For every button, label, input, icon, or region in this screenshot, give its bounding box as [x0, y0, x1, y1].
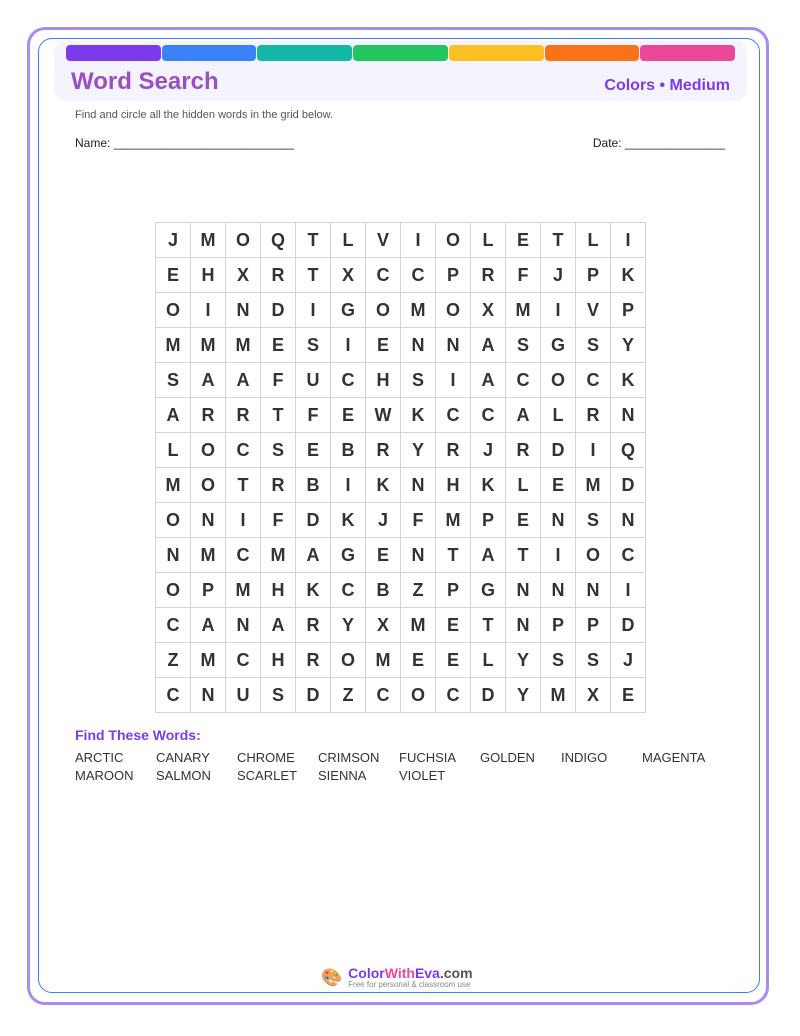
grid-cell[interactable]: H [261, 643, 296, 678]
word-list-item: VIOLET [399, 768, 446, 783]
grid-cell[interactable]: Q [611, 433, 646, 468]
grid-cell[interactable]: K [331, 503, 366, 538]
grid-cell[interactable]: F [261, 503, 296, 538]
grid-cell[interactable]: C [611, 538, 646, 573]
grid-cell[interactable]: E [156, 258, 191, 293]
grid-cell[interactable]: X [576, 678, 611, 713]
grid-cell[interactable]: C [366, 258, 401, 293]
grid-cell[interactable]: C [576, 363, 611, 398]
grid-cell[interactable]: H [436, 468, 471, 503]
grid-cell[interactable]: M [191, 328, 226, 363]
grid-cell[interactable]: P [576, 608, 611, 643]
grid-cell[interactable]: N [156, 538, 191, 573]
grid-cell[interactable]: U [296, 363, 331, 398]
grid-cell[interactable]: M [401, 293, 436, 328]
grid-cell[interactable]: L [576, 223, 611, 258]
grid-cell[interactable]: N [226, 293, 261, 328]
grid-cell[interactable]: J [471, 433, 506, 468]
grid-cell[interactable]: Y [506, 643, 541, 678]
grid-cell[interactable]: Y [331, 608, 366, 643]
grid-cell[interactable]: T [471, 608, 506, 643]
grid-cell[interactable]: O [156, 573, 191, 608]
grid-cell[interactable]: A [191, 608, 226, 643]
grid-cell[interactable]: A [471, 538, 506, 573]
grid-cell[interactable]: O [156, 293, 191, 328]
grid-cell[interactable]: K [401, 398, 436, 433]
grid-cell[interactable]: T [296, 223, 331, 258]
word-list-item: FUCHSIA [399, 750, 457, 765]
grid-cell[interactable]: I [296, 293, 331, 328]
grid-cell[interactable]: L [471, 643, 506, 678]
grid-cell[interactable]: M [226, 573, 261, 608]
grid-cell[interactable]: T [261, 398, 296, 433]
grid-cell[interactable]: M [156, 328, 191, 363]
grid-cell[interactable]: E [436, 608, 471, 643]
grid-cell[interactable]: D [471, 678, 506, 713]
grid-cell[interactable]: G [331, 538, 366, 573]
grid-cell[interactable]: O [191, 433, 226, 468]
grid-cell[interactable]: E [401, 643, 436, 678]
grid-cell[interactable]: A [506, 398, 541, 433]
grid-cell[interactable]: L [331, 223, 366, 258]
grid-cell[interactable]: T [436, 538, 471, 573]
grid-cell[interactable]: R [576, 398, 611, 433]
grid-cell[interactable]: V [576, 293, 611, 328]
grid-cell[interactable]: K [471, 468, 506, 503]
grid-cell[interactable]: A [296, 538, 331, 573]
grid-cell[interactable]: K [366, 468, 401, 503]
grid-cell[interactable]: M [261, 538, 296, 573]
grid-cell[interactable]: Y [611, 328, 646, 363]
word-list-item: MAGENTA [642, 750, 706, 765]
grid-cell[interactable]: L [506, 468, 541, 503]
grid-cell[interactable]: T [541, 223, 576, 258]
grid-cell[interactable]: O [366, 293, 401, 328]
grid-cell[interactable]: B [296, 468, 331, 503]
grid-cell[interactable]: H [366, 363, 401, 398]
grid-cell[interactable]: X [226, 258, 261, 293]
color-stripe [162, 45, 257, 61]
grid-cell[interactable]: J [611, 643, 646, 678]
grid-cell[interactable]: D [296, 503, 331, 538]
grid-cell[interactable]: N [506, 608, 541, 643]
grid-cell[interactable]: I [541, 538, 576, 573]
instructions: Find and circle all the hidden words in the grid below. [75, 109, 334, 121]
grid-cell[interactable]: N [191, 678, 226, 713]
color-stripe [545, 45, 640, 61]
grid-cell[interactable]: R [471, 258, 506, 293]
grid-cell[interactable]: L [156, 433, 191, 468]
grid-cell[interactable]: E [261, 328, 296, 363]
grid-cell[interactable]: A [226, 363, 261, 398]
word-list-item: INDIGO [561, 750, 608, 765]
grid-cell[interactable]: C [156, 678, 191, 713]
grid-cell[interactable]: R [436, 433, 471, 468]
color-stripe [640, 45, 735, 61]
grid-cell[interactable]: G [471, 573, 506, 608]
grid-cell[interactable]: Y [401, 433, 436, 468]
grid-cell[interactable]: R [366, 433, 401, 468]
grid-cell[interactable]: E [611, 678, 646, 713]
grid-cell[interactable]: C [436, 678, 471, 713]
grid-cell[interactable]: C [226, 538, 261, 573]
grid-cell[interactable]: S [401, 363, 436, 398]
grid-cell[interactable]: J [541, 258, 576, 293]
grid-cell[interactable]: D [541, 433, 576, 468]
footer-brand [321, 966, 473, 990]
grid-cell[interactable]: I [331, 328, 366, 363]
grid-cell[interactable]: E [366, 538, 401, 573]
grid-cell[interactable]: M [191, 223, 226, 258]
word-list-item: GOLDEN [480, 750, 535, 765]
grid-cell[interactable]: K [611, 258, 646, 293]
grid-cell[interactable]: I [611, 223, 646, 258]
grid-cell[interactable]: H [191, 258, 226, 293]
grid-cell[interactable]: C [366, 678, 401, 713]
word-list-item: CANARY [156, 750, 210, 765]
grid-cell[interactable]: R [506, 433, 541, 468]
word-list-item: SALMON [156, 768, 211, 783]
grid-cell[interactable]: N [611, 398, 646, 433]
grid-cell[interactable]: E [296, 433, 331, 468]
grid-cell[interactable]: O [541, 363, 576, 398]
grid-cell[interactable]: O [436, 223, 471, 258]
grid-cell[interactable]: S [261, 433, 296, 468]
grid-cell[interactable]: F [296, 398, 331, 433]
grid-cell[interactable]: O [576, 538, 611, 573]
grid-cell[interactable]: M [576, 468, 611, 503]
grid-cell[interactable]: R [191, 398, 226, 433]
brand-tagline: Free for personal & classroom use [348, 980, 471, 989]
grid-cell[interactable]: Y [506, 678, 541, 713]
grid-cell[interactable]: I [541, 293, 576, 328]
color-stripes [66, 45, 735, 61]
grid-cell[interactable]: Q [261, 223, 296, 258]
grid-cell[interactable]: C [226, 433, 261, 468]
grid-cell[interactable]: Z [156, 643, 191, 678]
grid-cell[interactable]: B [331, 433, 366, 468]
grid-cell[interactable]: N [191, 503, 226, 538]
brand-name: ColorWithEva.com [348, 965, 473, 981]
page-title: Word Search [71, 68, 219, 95]
grid-cell[interactable]: G [331, 293, 366, 328]
word-list-item: MAROON [75, 768, 134, 783]
grid-cell[interactable]: E [436, 643, 471, 678]
grid-cell[interactable]: I [436, 363, 471, 398]
color-stripe [257, 45, 352, 61]
grid-cell[interactable]: G [541, 328, 576, 363]
grid-cell[interactable]: N [401, 328, 436, 363]
grid-cell[interactable]: D [611, 608, 646, 643]
grid-cell[interactable]: C [156, 608, 191, 643]
grid-cell[interactable]: W [366, 398, 401, 433]
grid-cell[interactable]: R [261, 468, 296, 503]
grid-cell[interactable]: P [436, 573, 471, 608]
grid-cell[interactable]: N [611, 503, 646, 538]
word-list-title: Find These Words: [75, 727, 201, 743]
grid-cell[interactable]: I [611, 573, 646, 608]
grid-cell[interactable]: X [366, 608, 401, 643]
grid-cell[interactable]: J [156, 223, 191, 258]
grid-cell[interactable]: Z [401, 573, 436, 608]
grid-cell[interactable]: O [401, 678, 436, 713]
grid-cell[interactable]: N [401, 468, 436, 503]
palette-icon: 🎨 [321, 968, 343, 987]
grid-cell[interactable]: R [226, 398, 261, 433]
grid-cell[interactable]: O [331, 643, 366, 678]
grid-cell[interactable]: C [401, 258, 436, 293]
grid-cell[interactable]: M [191, 538, 226, 573]
grid-cell[interactable]: X [331, 258, 366, 293]
grid-cell[interactable]: N [401, 538, 436, 573]
grid-cell[interactable]: N [506, 573, 541, 608]
word-search-grid [155, 222, 646, 713]
grid-cell[interactable]: E [366, 328, 401, 363]
grid-cell[interactable]: M [156, 468, 191, 503]
grid-cell[interactable]: D [261, 293, 296, 328]
grid-cell[interactable]: A [471, 363, 506, 398]
grid-cell[interactable]: Z [331, 678, 366, 713]
grid-cell[interactable]: J [366, 503, 401, 538]
grid-cell[interactable]: A [156, 398, 191, 433]
word-list-item: ARCTIC [75, 750, 124, 765]
grid-cell[interactable]: N [541, 503, 576, 538]
word-list-item: CHROME [237, 750, 295, 765]
grid-cell[interactable]: S [296, 328, 331, 363]
word-list [75, 750, 755, 783]
grid-cell[interactable]: S [576, 503, 611, 538]
grid-cell[interactable]: P [576, 258, 611, 293]
grid-cell[interactable]: S [576, 328, 611, 363]
grid-cell[interactable]: P [191, 573, 226, 608]
grid-cell[interactable]: I [576, 433, 611, 468]
grid-cell[interactable]: C [226, 643, 261, 678]
grid-cell[interactable]: M [506, 293, 541, 328]
grid-cell[interactable]: N [576, 573, 611, 608]
word-list-item: SCARLET [237, 768, 297, 783]
grid-cell[interactable]: I [401, 223, 436, 258]
grid-cell[interactable]: B [366, 573, 401, 608]
grid-cell[interactable]: M [366, 643, 401, 678]
grid-cell[interactable]: S [506, 328, 541, 363]
grid-cell[interactable]: O [191, 468, 226, 503]
grid-cell[interactable]: C [331, 573, 366, 608]
grid-cell[interactable]: K [296, 573, 331, 608]
grid-cell[interactable]: R [296, 608, 331, 643]
grid-cell[interactable]: N [541, 573, 576, 608]
grid-cell[interactable]: R [296, 643, 331, 678]
word-list-item: SIENNA [318, 768, 367, 783]
grid-cell[interactable]: R [261, 258, 296, 293]
grid-cell[interactable]: A [471, 328, 506, 363]
grid-cell[interactable]: S [261, 678, 296, 713]
grid-cell[interactable]: I [191, 293, 226, 328]
grid-cell[interactable]: U [226, 678, 261, 713]
grid-cell[interactable]: S [576, 643, 611, 678]
grid-cell[interactable]: M [401, 608, 436, 643]
grid-cell[interactable]: V [366, 223, 401, 258]
grid-cell[interactable]: M [191, 643, 226, 678]
grid-cell[interactable]: A [261, 608, 296, 643]
puzzle-subtitle: Colors • Medium [604, 77, 730, 94]
grid-cell[interactable]: L [541, 398, 576, 433]
grid-cell[interactable]: C [436, 398, 471, 433]
date-field: Date: _______________ [592, 136, 725, 150]
grid-cell[interactable]: E [541, 468, 576, 503]
grid-cell[interactable]: L [471, 223, 506, 258]
grid-cell[interactable]: K [611, 363, 646, 398]
grid-cell[interactable]: F [261, 363, 296, 398]
grid-cell[interactable]: C [506, 363, 541, 398]
grid-cell[interactable]: S [156, 363, 191, 398]
grid-cell[interactable]: E [506, 223, 541, 258]
grid-cell[interactable]: M [226, 328, 261, 363]
grid-cell[interactable]: O [436, 293, 471, 328]
color-stripe [66, 45, 161, 61]
grid-cell[interactable]: C [471, 398, 506, 433]
grid-cell[interactable]: N [226, 608, 261, 643]
grid-cell[interactable]: F [506, 258, 541, 293]
grid-cell[interactable]: P [471, 503, 506, 538]
word-list-item: CRIMSON [318, 750, 380, 765]
grid-cell[interactable]: T [506, 538, 541, 573]
color-stripe [353, 45, 448, 61]
grid-cell[interactable]: I [331, 468, 366, 503]
grid-cell[interactable]: M [541, 678, 576, 713]
grid-cell[interactable]: D [611, 468, 646, 503]
grid-cell[interactable]: F [401, 503, 436, 538]
grid-cell[interactable]: P [436, 258, 471, 293]
grid-cell[interactable]: O [156, 503, 191, 538]
grid-cell[interactable]: P [611, 293, 646, 328]
grid-cell[interactable]: I [226, 503, 261, 538]
grid-cell[interactable]: N [436, 328, 471, 363]
grid-cell[interactable]: A [191, 363, 226, 398]
grid-cell[interactable]: E [331, 398, 366, 433]
grid-cell[interactable]: H [261, 573, 296, 608]
grid-cell[interactable]: X [471, 293, 506, 328]
grid-cell[interactable]: E [506, 503, 541, 538]
grid-cell[interactable]: C [331, 363, 366, 398]
color-stripe [449, 45, 544, 61]
grid-cell[interactable]: M [436, 503, 471, 538]
grid-cell[interactable]: S [541, 643, 576, 678]
grid-cell[interactable]: P [541, 608, 576, 643]
grid-cell[interactable]: O [226, 223, 261, 258]
grid-cell[interactable]: T [226, 468, 261, 503]
name-field: Name: ___________________________ [75, 136, 294, 150]
grid-cell[interactable]: D [296, 678, 331, 713]
grid-cell[interactable]: T [296, 258, 331, 293]
